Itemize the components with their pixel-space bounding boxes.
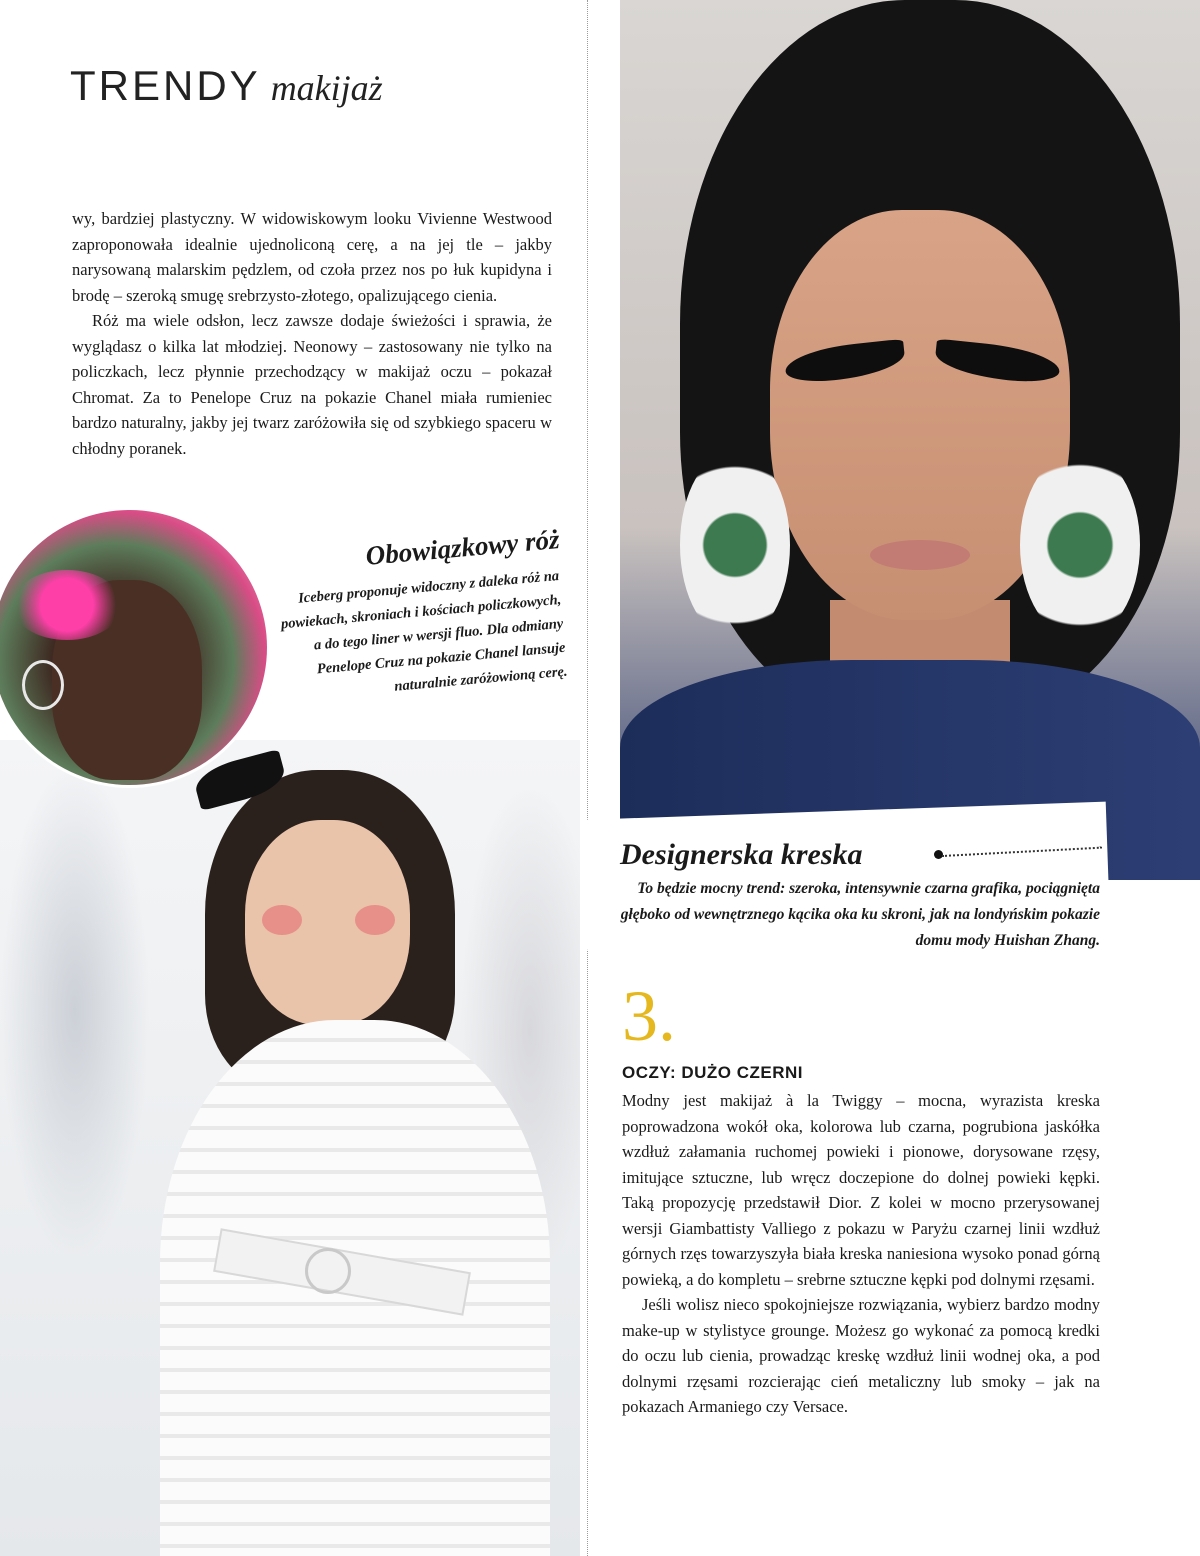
right-article-text — [622, 1088, 1100, 1420]
neon-pink-blush — [12, 570, 122, 640]
pink-blush-photo — [0, 510, 267, 785]
page-header — [70, 62, 383, 110]
right-paragraph-2: Jeśli wolisz nieco spokojniejsze rozwiązania, wybierz bardzo modny make-up w stylistyce grounge. Możesz go wykonać za pomocą kredki do oczu lub cienia, prowadząc kreskę wzdłuż linii wodnej oka, a pod dolnymi rzęsami rozcierając cień metaliczny lub smoky – jak na pokazach Armaniego czy Versace. — [622, 1295, 1100, 1416]
left-paragraph-2: Róż ma wiele odsłon, lecz zawsze dodaje świeżości i sprawia, że wyglądasz o kilka lat młodziej. Neonowy – zastosowany nie tylko na policzkach, lecz płynnie przechodzący w makijaż oczu – pokazał Chromat. Za to Penelope Cruz na pokazie Chanel miała rumieniec bardzo naturalny, jakby jej twarz zaróżowiła się od szybkiego spaceru w chłodny poranek. — [72, 311, 552, 458]
caption-kreska-title: Designerska kreska — [620, 838, 863, 871]
pearl-earring-right — [1020, 450, 1140, 640]
belt-buckle — [305, 1248, 351, 1294]
blush-left — [262, 905, 302, 935]
section-title: TRENDY — [70, 62, 261, 109]
caption-roz-body: Iceberg proponuje widoczny z daleka róż na powiekach, skroniach i kościach policzkowych, a do tego liner w wersji fluo. Dla odmiany Penelope Cruz na pokazie Chanel lansuje naturalnie zaróżowioną cerę. — [280, 567, 569, 695]
section-subtitle: makijaż — [270, 68, 383, 108]
right-paragraph-1: Modny jest makijaż à la Twiggy – mocna, wyrazista kreska poprowadzona wokół oka, kolorowa lub czarna, pogrubiona jaskółka wzdłuż załamania ruchomej powieki i pionowe, dorysowane rzęsy, imitujące sztuczne, lub wręcz doczepione do dolnej powieki kępki. Taką propozycję przedstawił Dior. Z kolei w mocno przerysowanej wersji Giambattisty Valliego z pokazu w Paryżu czarnej linii wzdłuż górnych rzęs towarzyszyła biała kreska naniesiona wysoko ponad górną powieką, a do kompletu – srebrne sztuczne kępki pod dolnymi rzęsami. — [622, 1091, 1100, 1289]
model-lips — [870, 540, 970, 570]
blush-right — [355, 905, 395, 935]
background-blur-left — [0, 760, 150, 1260]
page-spine-divider — [587, 0, 588, 1556]
left-article-text — [72, 206, 552, 461]
pearl-earring-left — [680, 450, 790, 640]
runway-photo — [0, 740, 580, 1556]
caption-roz-title: Obowiązkowy róż — [364, 524, 561, 571]
section-number: 3. — [622, 976, 676, 1056]
caption-kreska-body: To będzie mocny trend: szeroka, intensywnie czarna grafika, pociągnięta głęboko od wewnętrznego kącika oka ku skroni, jak na londyńskim pokazie domu mody Huishan Zhang. — [620, 880, 1100, 949]
hoop-earring — [22, 660, 64, 710]
left-paragraph-1: wy, bardziej plastyczny. W widowiskowym looku Vivienne Westwood zaproponowała idealnie ujednoliconą cerę, a na jej tle – jakby narysowaną malarskim pędzlem, od czoła przez nos po łuk kupidyna i brodę – szeroką smugę srebrzysto-złotego, opalizującego cienia. — [72, 209, 552, 305]
section-heading: OCZY: DUŻO CZERNI — [622, 1063, 804, 1082]
eyeliner-model-photo — [620, 0, 1200, 880]
